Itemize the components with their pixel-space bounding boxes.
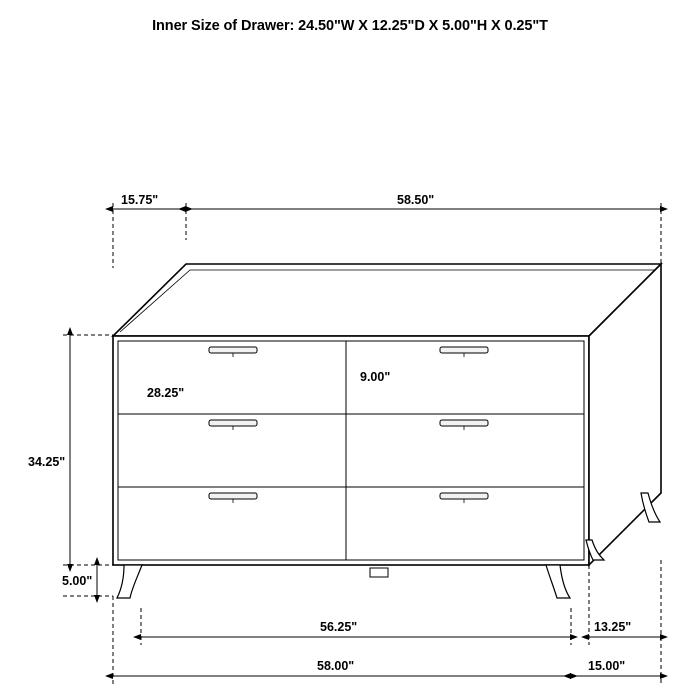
handle-icon[interactable] xyxy=(209,420,257,426)
dimension-label-drawer-width: 28.25" xyxy=(147,386,185,400)
handle-icon[interactable] xyxy=(209,347,257,353)
leg-front-right xyxy=(546,565,570,598)
top-panel xyxy=(113,264,661,336)
dimension-label-overall-width: 58.00" xyxy=(317,659,355,673)
dimension-label-total-height: 34.25" xyxy=(28,455,66,469)
drawer-grid xyxy=(118,341,584,560)
center-bracket xyxy=(370,568,388,577)
handle-icon[interactable] xyxy=(440,493,488,499)
handle-icon[interactable] xyxy=(440,347,488,353)
dresser-body xyxy=(113,264,661,598)
dimension-label-width-top: 58.50" xyxy=(397,193,435,207)
dimension-label-base-width: 56.25" xyxy=(320,620,358,634)
dimension-label-drawer-height: 9.00" xyxy=(360,370,391,384)
leg-front-left xyxy=(117,565,142,598)
handle-icon[interactable] xyxy=(209,493,257,499)
dimension-label-leg-height: 5.00" xyxy=(62,574,93,588)
dimension-label-depth-top: 15.75" xyxy=(121,193,159,207)
page-title: Inner Size of Drawer: 24.50"W X 12.25"D X 5.00"H X 0.25"T xyxy=(152,18,548,34)
dimension-label-overall-depth: 15.00" xyxy=(588,659,626,673)
dimension-label-base-depth: 13.25" xyxy=(594,620,632,634)
handle-icon[interactable] xyxy=(440,420,488,426)
